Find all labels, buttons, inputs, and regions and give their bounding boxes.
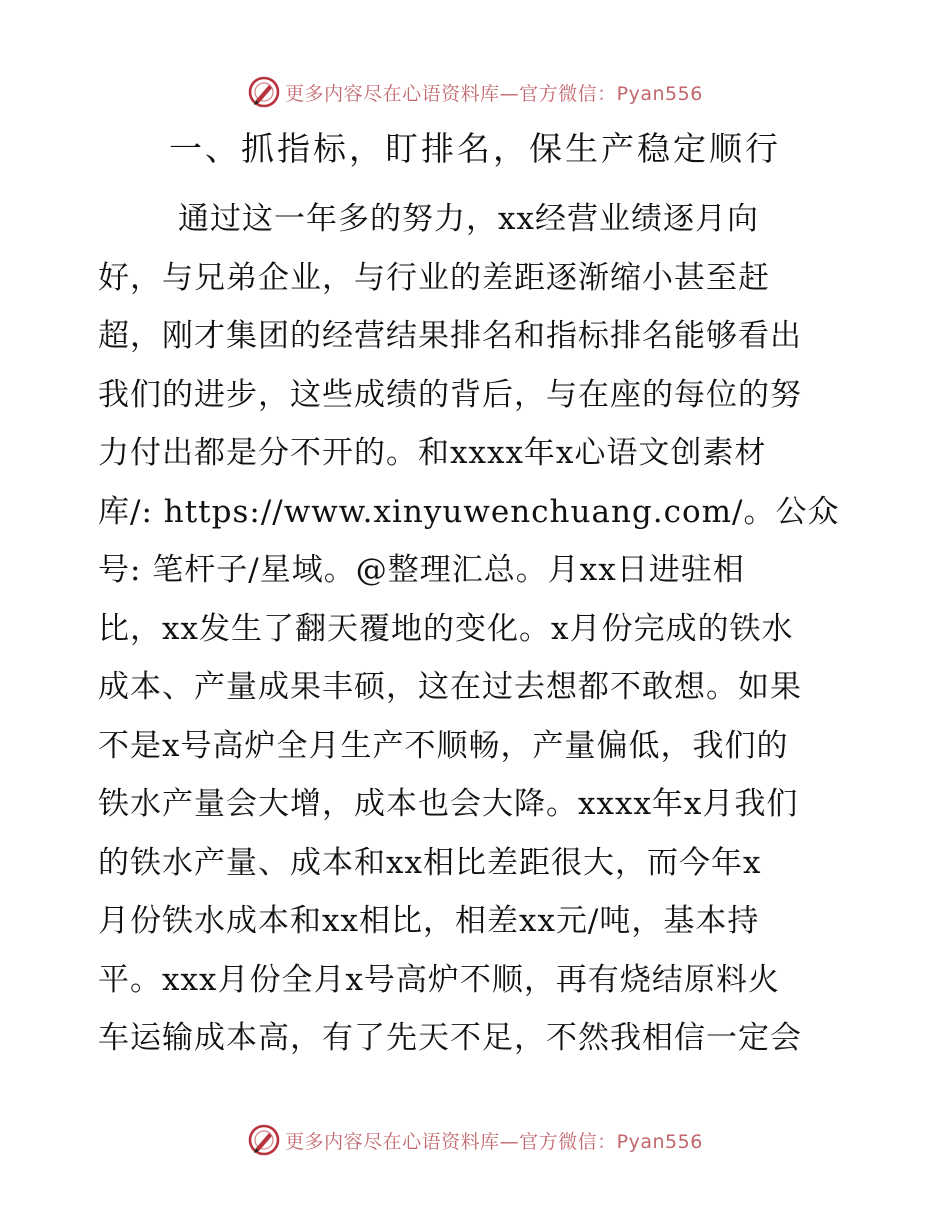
body-line: 平。xxx月份全月x号高炉不顺，再有烧结原料火: [98, 961, 780, 998]
body-line: 号: 笔杆子/星域。@整理汇总。月xx日进驻相: [98, 552, 745, 588]
body-line: 的铁水产量、成本和xx相比差距很大，而今年x: [98, 844, 762, 881]
footer-banner: [0, 1120, 950, 1160]
header-banner: [0, 72, 950, 112]
body-line: 我们的进步，这些成绩的背后，与在座的每位的努: [98, 376, 802, 413]
pen-circle-logo-icon: [247, 1123, 281, 1157]
pen-circle-logo-icon: [247, 75, 281, 109]
body-line: 力付出都是分不开的。和xxxx年x心语文创素材: [98, 435, 767, 471]
body-line: 成本、产量成果丰硕，这在过去想都不敢想。如果: [98, 669, 802, 705]
body-line: 铁水产量会大增，成本也会大降。xxxx年x月我们: [98, 786, 799, 822]
body-line: 库/: https://www.xinyuwenchuang.com/。公众: [98, 493, 840, 530]
body-line: 不是x号高炉全月生产不顺畅，产量偏低，我们的: [98, 727, 789, 764]
body-line: 比，xx发生了翻天覆地的变化。x月份完成的铁水: [98, 610, 794, 647]
body-line: 月份铁水成本和xx相比，相差xx元/吨，基本持: [98, 903, 760, 939]
footer-banner-text: 更多内容尽在心语资料库—官方微信：Pyan556: [285, 1130, 703, 1153]
section-heading: 一、抓指标，盯排名，保生产稳定顺行: [169, 129, 781, 168]
body-line: 好，与兄弟企业，与行业的差距逐渐缩小甚至赶: [98, 259, 770, 296]
body-line: 车运输成本高，有了先天不足，不然我相信一定会: [98, 1020, 802, 1056]
body-paragraph: [98, 190, 858, 1068]
body-line: 超，刚才集团的经营结果排名和指标排名能够看出: [98, 318, 802, 354]
body-line: 通过这一年多的努力，xx经营业绩逐月向: [178, 201, 759, 237]
header-banner-text: 更多内容尽在心语资料库—官方微信：Pyan556: [285, 82, 703, 105]
